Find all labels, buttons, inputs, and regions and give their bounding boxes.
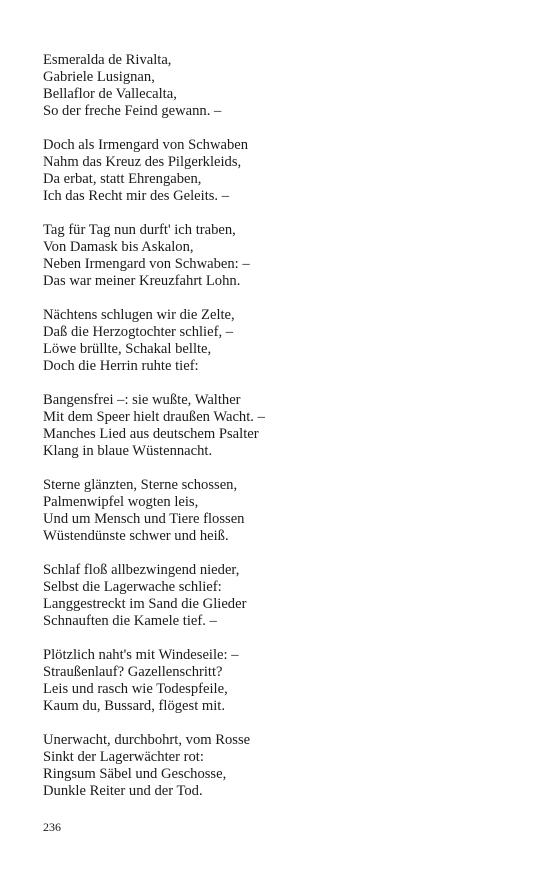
poem-line: Bellaflor de Vallecalta, — [43, 86, 177, 102]
poem-line: Doch als Irmengard von Schwaben — [43, 137, 249, 153]
stanza — [43, 477, 513, 545]
poem-line: Wüstendünste schwer und heiß. — [43, 528, 229, 544]
stanza — [43, 222, 513, 290]
poem-line: Ich das Recht mir des Geleits. – — [43, 188, 230, 204]
poem-line: Straußenlauf? Gazellenschritt? — [43, 664, 223, 680]
poem-line: Ringsum Säbel und Geschosse, — [43, 766, 227, 782]
stanza — [43, 647, 513, 715]
poem-line: Löwe brüllte, Schakal bellte, — [43, 341, 212, 357]
poem-line: Langgestreckt im Sand die Glieder — [43, 596, 247, 612]
poem-line: So der freche Feind gewann. – — [43, 103, 222, 119]
poem-line: Klang in blaue Wüstennacht. — [43, 443, 213, 459]
stanza — [43, 307, 513, 375]
poem-line: Von Damask bis Askalon, — [43, 239, 194, 255]
page-number: 236 — [43, 820, 61, 834]
poem-line: Das war meiner Kreuzfahrt Lohn. — [43, 273, 241, 289]
poem-line: Sinkt der Lagerwächter rot: — [43, 749, 204, 765]
poem-line: Nahm das Kreuz des Pilgerkleids, — [43, 154, 242, 170]
poem-line: Bangensfrei –: sie wußte, Walther — [43, 392, 241, 408]
poem-line: Gabriele Lusignan, — [43, 69, 155, 85]
stanza — [43, 562, 513, 630]
poem-line: Und um Mensch und Tiere flossen — [43, 511, 245, 527]
poem-line: Dunkle Reiter und der Tod. — [43, 783, 203, 799]
poem-line: Plötzlich naht's mit Windeseile: – — [43, 647, 239, 663]
poem-line: Unerwacht, durchbohrt, vom Rosse — [43, 732, 251, 748]
poem-line: Schnauften die Kamele tief. – — [43, 613, 217, 629]
poem-line: Daß die Herzogtochter schlief, – — [43, 324, 234, 340]
poem-line: Selbst die Lagerwache schlief: — [43, 579, 222, 595]
stanza — [43, 137, 513, 205]
poem-line: Mit dem Speer hielt draußen Wacht. – — [43, 409, 265, 425]
poem-line: Esmeralda de Rivalta, — [43, 52, 172, 68]
stanza — [43, 732, 513, 800]
poem-line: Tag für Tag nun durft' ich traben, — [43, 222, 236, 238]
poem-line: Manches Lied aus deutschem Psalter — [43, 426, 259, 442]
poem-line: Neben Irmengard von Schwaben: – — [43, 256, 250, 272]
poem-line: Kaum du, Bussard, flögest mit. — [43, 698, 226, 714]
stanza — [43, 392, 513, 460]
poem-line: Leis und rasch wie Todespfeile, — [43, 681, 228, 697]
stanza — [43, 52, 513, 120]
poem-line: Nächtens schlugen wir die Zelte, — [43, 307, 235, 323]
poem-line: Palmenwipfel wogten leis, — [43, 494, 199, 510]
poem-line: Schlaf floß allbezwingend nieder, — [43, 562, 240, 578]
poem-line: Sterne glänzten, Sterne schossen, — [43, 477, 238, 493]
poem — [43, 52, 513, 817]
poem-line: Doch die Herrin ruhte tief: — [43, 358, 199, 374]
poem-line: Da erbat, statt Ehrengaben, — [43, 171, 202, 187]
